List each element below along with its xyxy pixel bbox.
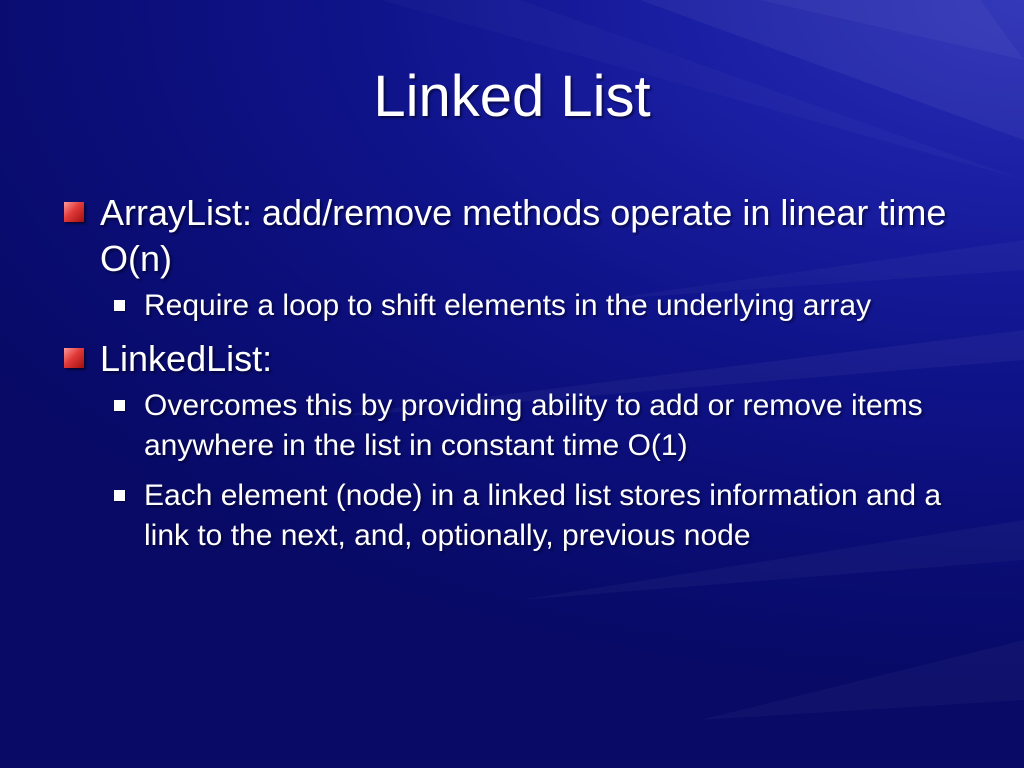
sub-bullet-text: Overcomes this by providing ability to add or remove items anywhere in the list in constant time O(1) [144,389,923,462]
bullet-text: LinkedList: [100,338,273,379]
bullet-list [62,190,982,556]
sub-bullet-item [98,386,982,466]
sub-bullet-item [98,286,982,326]
sub-bullet-item [98,476,982,556]
bullet-item [62,336,982,382]
white-square-bullet-icon [114,300,125,311]
slide-title: Linked List [373,64,651,129]
red-square-bullet-icon [64,202,84,222]
sub-bullet-text: Each element (node) in a linked list stores information and a link to the next, and, optionally, previous node [144,479,942,552]
red-square-bullet-icon [64,348,84,368]
bullet-text: ArrayList: add/remove methods operate in linear time O(n) [100,192,947,279]
bullet-item [62,190,982,282]
white-square-bullet-icon [114,400,125,411]
light-ray [700,640,1024,720]
white-square-bullet-icon [114,490,125,501]
sub-bullet-text: Require a loop to shift elements in the underlying array [144,289,872,322]
